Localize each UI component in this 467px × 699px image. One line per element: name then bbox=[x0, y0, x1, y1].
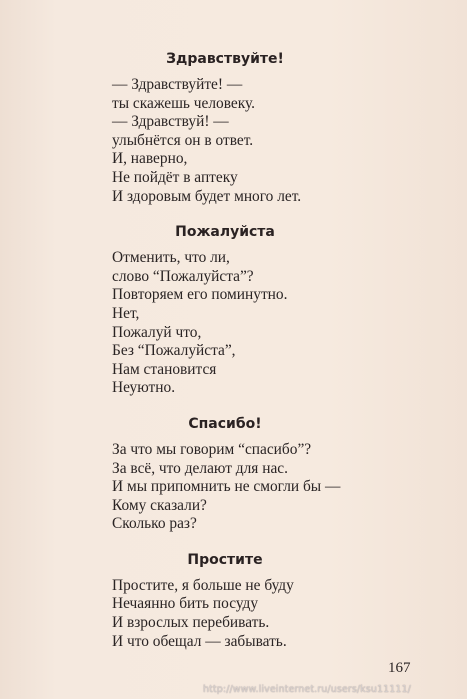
poem-stanza bbox=[112, 76, 412, 206]
watermark-url: http://www.liveinternet.ru/users/ksu11111/ bbox=[203, 684, 411, 695]
poem-line: За что мы говорим “спасибо”? bbox=[112, 440, 312, 458]
poem-line: Повторяем его поминутно. bbox=[112, 286, 288, 304]
poems-column bbox=[112, 48, 412, 666]
poem-prostite bbox=[112, 549, 412, 651]
page-number: 167 bbox=[388, 660, 411, 676]
poem-line: Сколько раз? bbox=[112, 515, 197, 533]
poem-line: Простите, я больше не буду bbox=[112, 576, 294, 594]
poem-line: Без “Пожалуйста”, bbox=[112, 342, 236, 360]
poem-line: Нечаянно бить посуду bbox=[112, 595, 259, 613]
poem-spasibo bbox=[112, 413, 412, 534]
poem-line: Кому сказали? bbox=[112, 496, 207, 514]
poem-stanza bbox=[112, 249, 412, 398]
poem-stanza bbox=[112, 441, 412, 534]
poem-stanza bbox=[112, 577, 412, 651]
poem-line: Нет, bbox=[112, 304, 140, 322]
poem-line: ты скажешь человеку. bbox=[112, 94, 256, 112]
poem-title: Простите bbox=[187, 551, 263, 568]
poem-line: Не пойдёт в аптеку bbox=[112, 168, 238, 186]
poem-line: — Здравствуйте! — bbox=[112, 76, 243, 93]
poem-line: Неуютно. bbox=[112, 379, 176, 397]
poem-title: Пожалуйста bbox=[175, 224, 275, 241]
poem-line: Отменить, что ли, bbox=[112, 249, 230, 267]
poem-line: Пожалуй что, bbox=[112, 323, 202, 341]
poem-pozhaluysta bbox=[112, 221, 412, 398]
poem-line: И взрослых перебивать. bbox=[112, 614, 270, 632]
poem-zdravstvuyte bbox=[112, 48, 412, 206]
poem-line: слово “Пожалуйста”? bbox=[112, 267, 254, 285]
poem-title: Здравствуйте! bbox=[166, 51, 284, 67]
poem-title: Спасибо! bbox=[188, 415, 262, 432]
poem-line: За всё, что делают для нас. bbox=[112, 459, 288, 477]
poem-line: улыбнётся он в ответ. bbox=[112, 131, 254, 149]
poem-line: И, наверно, bbox=[112, 150, 188, 168]
poem-line: И здоровым будет много лет. bbox=[112, 187, 302, 205]
poem-line: И что обещал — забывать. bbox=[112, 632, 287, 650]
poem-line: И мы припомнить не смогли бы — bbox=[112, 478, 341, 496]
poem-line: Нам становится bbox=[112, 360, 217, 378]
poem-line: — Здравствуй! — bbox=[112, 113, 229, 131]
